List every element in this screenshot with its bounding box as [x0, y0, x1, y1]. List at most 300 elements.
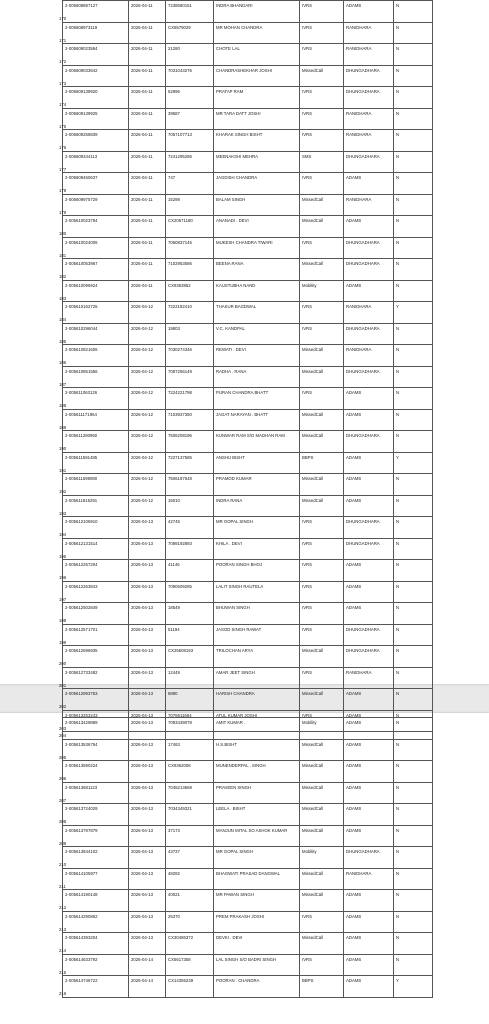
consumer-name-cell-text: JASOD SINGH RAWAT — [216, 626, 262, 632]
date-cell — [129, 538, 166, 560]
office-cell — [344, 237, 394, 259]
office-cell-text: DHUNGADHARA — [346, 433, 380, 438]
flag-cell — [394, 911, 433, 933]
consumer-name-cell-text: H.S.BISHT — [216, 741, 238, 747]
complaint-number-cell-text: 2-005613429889 — [65, 720, 98, 725]
channel-cell-text: MissedCall — [302, 261, 324, 266]
flag-cell-text: N — [396, 540, 400, 546]
office-cell-text: DHUNGADHARA — [346, 325, 380, 331]
phone-number-cell-text: 7222182410 — [168, 304, 192, 309]
flag-cell — [394, 646, 433, 668]
office-cell-text: RANIDHARA — [346, 110, 372, 116]
channel-cell-text: MissedCall — [302, 368, 324, 374]
date-cell-text: 2026-04-13 — [131, 562, 153, 567]
date-cell-text: 2026-04-13 — [131, 669, 153, 675]
channel-cell — [300, 976, 344, 998]
flag-cell — [394, 689, 433, 711]
consumer-name-cell-text: AMIT KUMAR . — [216, 720, 246, 725]
date-cell-text: 2026-04-11 — [131, 67, 153, 73]
consumer-name-cell-text: KHARAK SINGH BISHT — [216, 132, 263, 137]
consumer-name-cell — [214, 933, 300, 955]
flag-cell-text: N — [396, 175, 400, 180]
serial-number: 195 — [59, 553, 67, 559]
date-cell — [129, 44, 166, 66]
consumer-name-cell — [214, 847, 300, 869]
channel-cell — [300, 452, 344, 474]
flag-cell-text: N — [396, 261, 400, 266]
complaint-register-table-page-2 — [59, 717, 433, 998]
flag-cell-text: N — [396, 433, 400, 438]
office-cell-text: ADAMS — [346, 763, 362, 768]
complaint-number-cell-text: 2-005614393204 — [65, 935, 98, 940]
date-cell — [129, 847, 166, 869]
phone-number-cell — [166, 108, 214, 130]
phone-number-cell — [166, 431, 214, 453]
consumer-name-cell-text: LEELA . BISHT — [216, 806, 246, 811]
date-cell-text: 2026-04-11 — [131, 24, 153, 30]
consumer-name-cell — [214, 667, 300, 689]
phone-number-cell — [166, 44, 214, 66]
complaint-number-cell — [59, 517, 129, 539]
channel-cell — [300, 868, 344, 890]
consumer-name-cell-text: AMAR JEET SINGH — [216, 669, 255, 675]
channel-cell-text: IVRS — [302, 562, 313, 567]
date-cell-text: 2026-04-11 — [131, 196, 153, 202]
complaint-number-cell — [59, 22, 129, 44]
office-cell-text: ADAMS — [346, 712, 362, 718]
channel-cell — [300, 302, 344, 324]
complaint-number-cell — [59, 911, 129, 933]
phone-number-cell-text: 48282 — [168, 870, 180, 876]
channel-cell — [300, 538, 344, 560]
table-row — [63, 65, 433, 87]
office-cell-text: RANIDHARA — [346, 46, 372, 51]
table-row — [63, 825, 433, 847]
table-row — [63, 804, 433, 826]
flag-cell — [394, 890, 433, 912]
date-cell-text: 2026-04-13 — [131, 784, 153, 790]
serial-number: 204 — [59, 733, 67, 738]
office-cell — [344, 976, 394, 998]
table-row — [63, 108, 433, 130]
channel-cell-text: MissedCall — [302, 763, 324, 768]
office-cell — [344, 538, 394, 560]
channel-cell-text: IVRS — [302, 669, 313, 675]
consumer-name-cell-text: INDRA BHANDARI — [216, 3, 253, 8]
date-cell — [129, 624, 166, 646]
phone-number-cell — [166, 782, 214, 804]
consumer-name-cell — [214, 646, 300, 668]
channel-cell — [300, 689, 344, 711]
office-cell — [344, 194, 394, 216]
office-cell — [344, 280, 394, 302]
table-row — [63, 538, 433, 560]
consumer-name-cell — [214, 624, 300, 646]
office-cell — [344, 667, 394, 689]
serial-number: 215 — [59, 969, 67, 975]
consumer-name-cell-text: ANANADI . DEVI — [216, 218, 249, 223]
date-cell — [129, 890, 166, 912]
complaint-number-cell — [59, 431, 129, 453]
office-cell — [344, 890, 394, 912]
date-cell-text: 2026-04-11 — [131, 110, 153, 116]
consumer-name-cell-text: MR PAWAN SINGH — [216, 892, 254, 897]
channel-cell-text: MissedCall — [302, 347, 324, 352]
flag-cell-text: N — [396, 411, 400, 417]
phone-number-cell-text: 7103937350 — [168, 411, 192, 417]
phone-number-cell — [166, 560, 214, 582]
channel-cell — [300, 667, 344, 689]
table-row — [63, 581, 433, 603]
office-cell — [344, 474, 394, 496]
office-cell-text: DHUNGADHARA — [346, 519, 380, 524]
consumer-name-cell — [214, 560, 300, 582]
consumer-name-cell-text: MEENAKSHI MEHRA — [216, 153, 259, 159]
consumer-name-cell — [214, 366, 300, 388]
serial-number: 179 — [59, 209, 67, 215]
office-cell — [344, 259, 394, 281]
office-cell — [344, 718, 394, 740]
table-row — [63, 130, 433, 152]
table-row — [63, 345, 433, 367]
date-cell-text: 2026-04-13 — [131, 626, 153, 632]
complaint-number-cell — [59, 302, 129, 324]
channel-cell-text: IVRS — [302, 175, 313, 180]
phone-number-cell-text: 42745 — [168, 519, 180, 524]
channel-cell-text: IVRS — [302, 540, 313, 546]
flag-cell-text: N — [396, 368, 400, 374]
serial-number: 199 — [59, 639, 67, 645]
date-cell — [129, 718, 166, 740]
flag-cell-text: N — [396, 218, 400, 223]
flag-cell-text: N — [396, 3, 400, 8]
complaint-number-cell — [59, 173, 129, 195]
flag-cell — [394, 825, 433, 847]
consumer-name-cell — [214, 1, 300, 23]
date-cell-text: 2026-04-13 — [131, 691, 153, 696]
complaint-number-cell-text: 2-005613681123 — [65, 784, 98, 790]
phone-number-cell-text: 7045213668 — [168, 784, 192, 790]
date-cell — [129, 259, 166, 281]
channel-cell — [300, 1, 344, 23]
office-cell — [344, 452, 394, 474]
date-cell-text: 2026-04-13 — [131, 892, 153, 897]
complaint-number-cell-text: 2-005609344113 — [65, 153, 98, 159]
complaint-number-cell — [59, 646, 129, 668]
channel-cell — [300, 804, 344, 826]
consumer-name-cell — [214, 323, 300, 345]
serial-number: 216 — [59, 991, 67, 996]
serial-number: 174 — [59, 102, 67, 107]
complaint-number-cell-text: 2-005614633792 — [65, 956, 98, 962]
consumer-name-cell — [214, 65, 300, 87]
consumer-name-cell-text: INDRA RANA — [216, 497, 243, 503]
serial-number: 191 — [59, 467, 67, 473]
date-cell-text: 2026-04-13 — [131, 712, 153, 718]
flag-cell-text: N — [396, 870, 400, 876]
serial-number: 185 — [59, 338, 67, 344]
flag-cell — [394, 804, 433, 826]
consumer-name-cell — [214, 431, 300, 453]
complaint-number-cell — [59, 976, 129, 998]
office-cell — [344, 495, 394, 517]
phone-number-cell-text: 7227137585 — [168, 454, 192, 460]
complaint-number-cell-text: 2-005611591485 — [65, 454, 98, 460]
complaint-number-cell-text: 2-005610296044 — [65, 325, 98, 331]
office-cell — [344, 323, 394, 345]
date-cell — [129, 280, 166, 302]
phone-number-cell — [166, 911, 214, 933]
office-cell — [344, 847, 394, 869]
table-row — [63, 890, 433, 912]
date-cell — [129, 388, 166, 410]
office-cell-text: ADAMS — [346, 784, 362, 790]
flag-cell — [394, 280, 433, 302]
complaint-number-cell — [59, 108, 129, 130]
flag-cell-text: N — [396, 347, 400, 352]
consumer-name-cell-text: BEENA RANA — [216, 261, 244, 266]
date-cell — [129, 868, 166, 890]
phone-number-cell — [166, 847, 214, 869]
channel-cell — [300, 87, 344, 109]
channel-cell — [300, 739, 344, 761]
complaint-number-cell-text: 2-005610096924 — [65, 282, 98, 288]
phone-number-cell-text: 7093439078 — [168, 720, 192, 725]
serial-number: 212 — [59, 905, 67, 910]
office-cell — [344, 431, 394, 453]
complaint-number-cell — [59, 933, 129, 955]
phone-number-cell-text: 7224221798 — [168, 390, 192, 395]
office-cell — [344, 65, 394, 87]
channel-cell — [300, 890, 344, 912]
date-cell-text: 2026-04-12 — [131, 411, 153, 417]
complaint-number-cell — [59, 388, 129, 410]
flag-cell — [394, 761, 433, 783]
serial-number: 197 — [59, 596, 67, 602]
table-row — [63, 911, 433, 933]
consumer-name-cell — [214, 194, 300, 216]
consumer-name-cell — [214, 388, 300, 410]
date-cell-text: 2026-04-12 — [131, 325, 153, 331]
office-cell-text: ADAMS — [346, 978, 362, 983]
flag-cell-text: N — [396, 648, 400, 653]
table-row — [63, 933, 433, 955]
date-cell-text: 2026-04-11 — [131, 46, 153, 51]
flag-cell — [394, 667, 433, 689]
channel-cell-text: IVRS — [302, 583, 313, 589]
office-cell-text: DHUNGADHARA — [346, 368, 380, 374]
office-cell — [344, 517, 394, 539]
serial-number: 194 — [59, 532, 67, 537]
phone-number-cell-text: 21280 — [168, 46, 180, 51]
channel-cell-text: IVRS — [302, 132, 313, 137]
phone-number-cell — [166, 237, 214, 259]
channel-cell — [300, 847, 344, 869]
phone-number-cell — [166, 954, 214, 976]
office-cell-text: ADAMS — [346, 827, 362, 833]
channel-cell — [300, 624, 344, 646]
complaint-number-cell — [59, 761, 129, 783]
serial-number: 209 — [59, 840, 67, 846]
phone-number-cell — [166, 624, 214, 646]
date-cell-text: 2026-04-13 — [131, 913, 153, 919]
consumer-name-cell-text: JAGAT NARAYAN . BHATT — [216, 411, 269, 417]
phone-number-cell-text: 7238580151 — [168, 3, 192, 8]
complaint-number-cell-text: 2-005613253243 — [65, 712, 98, 718]
consumer-name-cell-text: KHILA . DEVI — [216, 540, 242, 546]
date-cell — [129, 495, 166, 517]
consumer-name-cell — [214, 718, 300, 740]
flag-cell — [394, 44, 433, 66]
office-cell-text: ADAMS — [346, 935, 362, 940]
office-cell-text: ADAMS — [346, 411, 362, 417]
consumer-name-cell-text: RADHA . RANA — [216, 368, 247, 374]
consumer-name-cell — [214, 954, 300, 976]
office-cell-text: DHUNGADHARA — [346, 153, 380, 159]
flag-cell-text: N — [396, 67, 400, 73]
phone-number-cell — [166, 739, 214, 761]
complaint-number-cell — [59, 739, 129, 761]
phone-number-cell-text: 7031043276 — [168, 67, 192, 73]
phone-number-cell — [166, 259, 214, 281]
channel-cell-text: Mobility — [302, 849, 317, 854]
date-cell-text: 2026-04-12 — [131, 454, 153, 460]
consumer-name-cell-text: MANJUN MITAL SO ASHOK KUMAR — [216, 827, 288, 833]
channel-cell — [300, 366, 344, 388]
office-cell-text: DHUNGADHARA — [346, 648, 380, 653]
office-cell — [344, 868, 394, 890]
complaint-number-cell-text: 2-005610851556 — [65, 368, 98, 374]
flag-cell — [394, 603, 433, 625]
channel-cell-text: SMS — [302, 153, 312, 159]
complaint-number-cell-text: 2-005610162725 — [65, 304, 98, 309]
complaint-number-cell — [59, 804, 129, 826]
complaint-number-cell — [59, 44, 129, 66]
complaint-number-cell — [59, 954, 129, 976]
channel-cell — [300, 323, 344, 345]
serial-number: 189 — [59, 424, 67, 430]
serial-number: 170 — [59, 16, 67, 21]
serial-number: 200 — [59, 661, 67, 666]
complaint-number-cell — [59, 452, 129, 474]
consumer-name-cell — [214, 976, 300, 998]
serial-number: 193 — [59, 510, 67, 516]
channel-cell — [300, 911, 344, 933]
channel-cell — [300, 216, 344, 238]
date-cell-text: 2026-04-11 — [131, 3, 153, 8]
date-cell-text: 2026-04-13 — [131, 763, 153, 768]
date-cell — [129, 739, 166, 761]
channel-cell-text: BBPS — [302, 978, 314, 983]
flag-cell-text: N — [396, 935, 400, 940]
date-cell-text: 2026-04-11 — [131, 153, 153, 159]
phone-number-cell — [166, 216, 214, 238]
complaint-number-cell — [59, 495, 129, 517]
complaint-number-cell — [59, 474, 129, 496]
channel-cell — [300, 646, 344, 668]
date-cell — [129, 302, 166, 324]
serial-number: 196 — [59, 575, 67, 580]
channel-cell-text: IVRS — [302, 304, 313, 309]
office-cell-text: ADAMS — [346, 605, 362, 610]
consumer-name-cell — [214, 474, 300, 496]
channel-cell-text: IVRS — [302, 913, 313, 919]
serial-number: 210 — [59, 862, 67, 867]
phone-number-cell — [166, 388, 214, 410]
consumer-name-cell — [214, 739, 300, 761]
phone-number-cell-text: 43737 — [168, 849, 180, 854]
date-cell — [129, 667, 166, 689]
office-cell-text: ADAMS — [346, 691, 362, 696]
channel-cell — [300, 345, 344, 367]
complaint-number-cell-text: 2-005611063126 — [65, 390, 98, 395]
date-cell-text: 2026-04-12 — [131, 304, 153, 309]
date-cell — [129, 366, 166, 388]
phone-number-cell — [166, 646, 214, 668]
date-cell — [129, 933, 166, 955]
phone-number-cell-text: CX30486372 — [168, 935, 194, 940]
office-cell — [344, 173, 394, 195]
flag-cell — [394, 847, 433, 869]
office-cell — [344, 646, 394, 668]
serial-number: 173 — [59, 80, 67, 86]
channel-cell-text: Mobility — [302, 282, 317, 288]
office-cell — [344, 911, 394, 933]
office-cell-text: RANIDHARA — [346, 304, 372, 309]
consumer-name-cell — [214, 151, 300, 173]
serial-number: 188 — [59, 403, 67, 408]
complaint-number-cell-text: 2-005614746722 — [65, 978, 98, 983]
flag-cell-text: N — [396, 913, 400, 919]
flag-cell — [394, 366, 433, 388]
serial-number: 172 — [59, 59, 67, 64]
complaint-number-cell-text: 2-005613844102 — [65, 849, 98, 854]
table-row — [63, 624, 433, 646]
channel-cell-text: MissedCall — [302, 196, 324, 202]
flag-cell — [394, 323, 433, 345]
flag-cell — [394, 624, 433, 646]
table-row — [63, 173, 433, 195]
office-cell-text: DHUNGADHARA — [346, 67, 380, 73]
flag-cell — [394, 718, 433, 740]
channel-cell-text: MissedCall — [302, 433, 324, 438]
complaint-number-cell — [59, 87, 129, 109]
channel-cell — [300, 933, 344, 955]
phone-number-cell-text: 7076911694 — [168, 712, 192, 718]
channel-cell-text: BBPS — [302, 454, 314, 460]
channel-cell — [300, 431, 344, 453]
office-cell-text: RANIDHARA — [346, 196, 372, 202]
complaint-number-cell-text: 2-005609258839 — [65, 132, 98, 137]
date-cell-text: 2026-04-12 — [131, 347, 153, 352]
office-cell-text: ADAMS — [346, 454, 362, 460]
phone-number-cell — [166, 495, 214, 517]
channel-cell-text: IVRS — [302, 605, 313, 610]
date-cell — [129, 173, 166, 195]
flag-cell-text: N — [396, 626, 400, 632]
phone-number-cell — [166, 761, 214, 783]
table-row — [63, 474, 433, 496]
office-cell-text: RANIDHARA — [346, 669, 372, 675]
date-cell-text: 2026-04-13 — [131, 605, 153, 610]
serial-number: 214 — [59, 948, 67, 953]
complaint-number-cell — [59, 280, 129, 302]
table-row — [63, 87, 433, 109]
consumer-name-cell-text: ANSHU BISHT — [216, 454, 245, 460]
phone-number-cell-text: CX20671180 — [168, 218, 193, 223]
phone-number-cell-text: 15010 — [168, 497, 180, 503]
office-cell — [344, 603, 394, 625]
